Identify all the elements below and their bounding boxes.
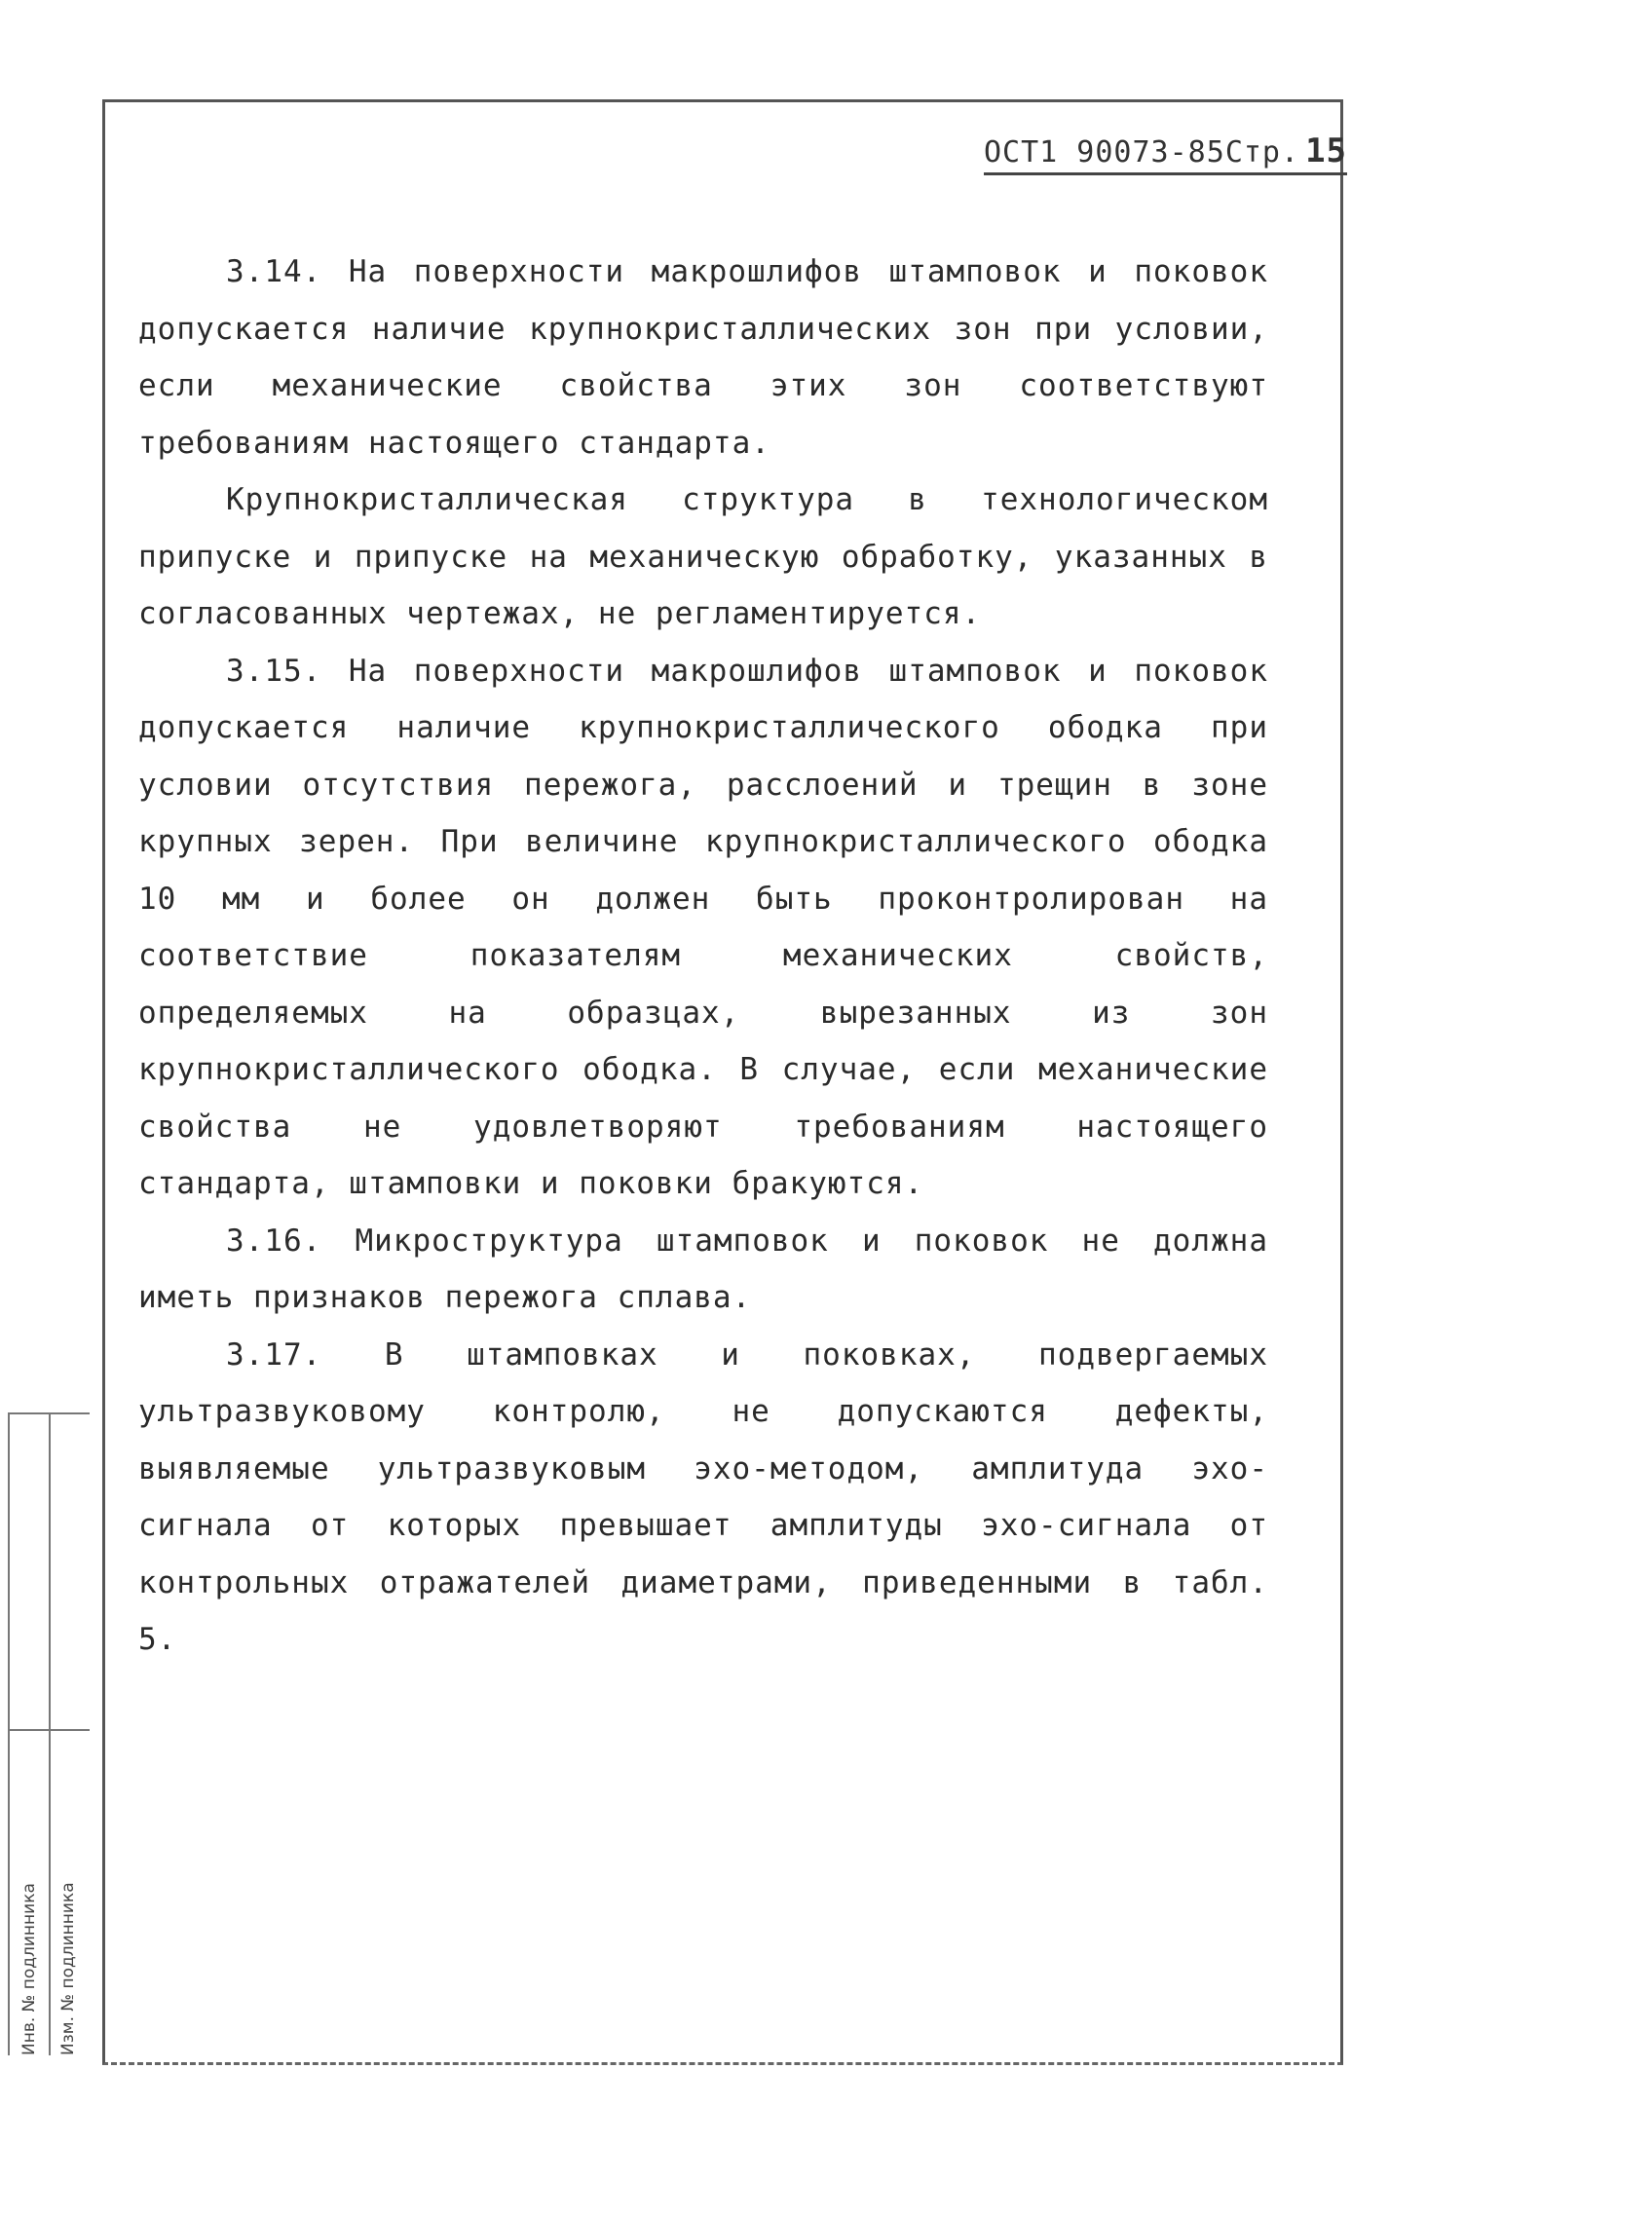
paragraph-3-15: 3.15. На поверхности макрошлифов штамповок и поковок допускается наличие крупнокристаллического ободка при условии отсутствия пережога, расслоений и трещин в зоне крупных зерен. При величине крупнокристаллического ободка 10 мм и более он должен быть проконтролирован на соответствие показателям механических свойств, определяемых на образцах, вырезанных из зон крупнокристаллического ободка. В случае, если механические свойства не удовлетворяют требованиям настоящего стандарта, штамповки и поковки бракуются. xyxy=(138,653,1268,1201)
paragraph-3-16: 3.16. Микроструктура штамповок и поковок не должна иметь признаков пережога сплава. xyxy=(138,1223,1268,1315)
paragraph-3-14: 3.14. На поверхности макрошлифов штамповок и поковок допускается наличие крупнокристаллических зон при условии, если механические свойства этих зон соответствуют требованиям настоящего стандарта. xyxy=(138,254,1268,461)
document-body xyxy=(138,244,1268,1669)
stamp-top-line xyxy=(10,1412,90,1414)
stamp-label-revision: Изм. № подлинника xyxy=(58,1882,78,2055)
paragraph-3-14-continued: Крупнокристаллическая структура в технологическом припуске и припуске на механическую обработку, указанных в согласованных чертежах, не регламентируется. xyxy=(138,482,1268,631)
paragraph-3-17: 3.17. В штамповках и поковках, подвергаемых ультразвуковому контролю, не допускаются дефекты, выявляемые ультразвуковым эхо-методом, амплитуда эхо-сигнала от которых превышает амплитуды эхо-сигнала от контрольных отражателей диаметрами, приведенными в табл. 5. xyxy=(138,1336,1268,1657)
standard-header xyxy=(984,132,1347,175)
stamp-divider xyxy=(49,1412,51,2055)
stamp-label-original: Инв. № подлинника xyxy=(19,1883,39,2055)
page-label: Стр. xyxy=(1224,135,1300,169)
standard-code: ОСТ1 90073-85 xyxy=(984,135,1225,169)
page-number: 15 xyxy=(1305,132,1348,170)
margin-stamp xyxy=(8,1412,90,2055)
stamp-mid-line xyxy=(10,1729,90,1731)
